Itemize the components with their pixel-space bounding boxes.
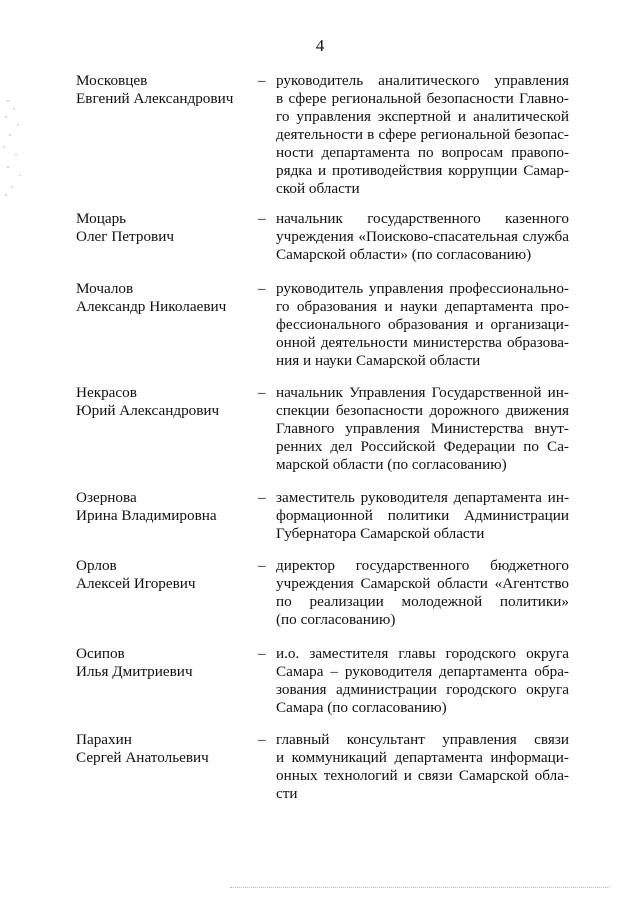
member-position — [276, 384, 569, 474]
position-line: ности департамента по вопросам правопо- — [276, 144, 569, 161]
scan-edge-line — [230, 887, 610, 889]
dash-separator: – — [258, 280, 266, 297]
position-line: Губернатора Самарской области — [276, 525, 485, 542]
position-line: ской области — [276, 180, 360, 197]
position-line: главный консультант управления связи — [276, 731, 569, 748]
position-line: и.о. заместителя главы городского округа — [276, 645, 569, 662]
position-line: заместитель руководителя департамента ин- — [276, 489, 569, 506]
member-given-names: Ирина Владимировна — [76, 507, 217, 524]
position-line: формационной политики Администрации — [276, 507, 569, 524]
position-line: ния и науки Самарской области — [276, 352, 481, 369]
position-line: ренних дел Российской Федерации по Са- — [276, 438, 569, 455]
member-given-names: Евгений Александрович — [76, 90, 234, 107]
member-surname: Озернова — [76, 489, 137, 506]
dash-separator: – — [258, 645, 266, 662]
position-line: го образования и науки департамента про- — [276, 298, 569, 315]
member-surname: Орлов — [76, 557, 117, 574]
member-position — [276, 645, 569, 717]
member-position — [276, 731, 569, 803]
dash-separator: – — [258, 489, 266, 506]
member-given-names: Олег Петрович — [76, 228, 174, 245]
position-line: онных технологий и связи Самарской обла- — [276, 767, 569, 784]
dash-separator: – — [258, 557, 266, 574]
position-line: фессионального образования и организаци- — [276, 316, 569, 333]
member-name — [76, 489, 256, 525]
member-given-names: Алексей Игоревич — [76, 575, 196, 592]
member-given-names: Юрий Александрович — [76, 402, 220, 419]
member-name — [76, 731, 256, 767]
position-line: Главного управления Министерства внут- — [276, 420, 569, 437]
member-name — [76, 280, 256, 316]
position-line: онной деятельности министерства образова- — [276, 334, 569, 351]
position-line: учреждения «Поисково-спасательная служба — [276, 228, 569, 245]
member-position — [276, 489, 569, 543]
position-line: начальник Управления Государственной ин- — [276, 384, 569, 401]
member-surname: Парахин — [76, 731, 132, 748]
position-line: руководитель аналитического управления — [276, 72, 569, 89]
member-position — [276, 210, 569, 264]
member-position — [276, 557, 569, 629]
position-line: Самара – руководителя департамента обра- — [276, 663, 569, 680]
member-surname: Московцев — [76, 72, 148, 89]
dash-separator: – — [258, 731, 266, 748]
member-surname: Моцарь — [76, 210, 127, 227]
position-line: руководитель управления профессионально- — [276, 280, 569, 297]
position-line: спекции безопасности дорожного движения — [276, 402, 569, 419]
member-name — [76, 210, 256, 246]
position-line: го управления экспертной и аналитической — [276, 108, 569, 125]
dash-separator: – — [258, 384, 266, 401]
position-line: деятельности в сфере региональной безопас- — [276, 126, 569, 143]
member-given-names: Сергей Анатольевич — [76, 749, 209, 766]
position-line: Самара (по согласованию) — [276, 699, 447, 716]
position-line: в сфере региональной безопасности Главно- — [276, 90, 569, 107]
member-surname: Некрасов — [76, 384, 137, 401]
position-line: зования администрации городского округа — [276, 681, 569, 698]
position-line: Самарской области» (по согласованию) — [276, 246, 532, 263]
member-name — [76, 645, 256, 681]
dash-separator: – — [258, 72, 266, 89]
member-position — [276, 72, 569, 198]
member-given-names: Илья Дмитриевич — [76, 663, 193, 680]
member-name — [76, 557, 256, 593]
member-given-names: Александр Николаевич — [76, 298, 227, 315]
dash-separator: – — [258, 210, 266, 227]
scan-artifact — [0, 95, 30, 205]
member-name — [76, 384, 256, 420]
position-line: учреждения Самарской области «Агентство — [276, 575, 569, 592]
member-surname: Осипов — [76, 645, 125, 662]
position-line: директор государственного бюджетного — [276, 557, 569, 574]
member-position — [276, 280, 569, 370]
position-line: начальник государственного казенного — [276, 210, 569, 227]
position-line: сти — [276, 785, 298, 802]
position-line: и коммуникаций департамента информаци- — [276, 749, 569, 766]
page-number: 4 — [315, 36, 325, 55]
position-line: рядка и противодействия коррупции Самар- — [276, 162, 569, 179]
member-name — [76, 72, 256, 108]
member-surname: Мочалов — [76, 280, 134, 297]
position-line: (по согласованию) — [276, 611, 396, 628]
position-line: по реализации молодежной политики» — [276, 593, 569, 610]
position-line: марской области (по согласованию) — [276, 456, 507, 473]
